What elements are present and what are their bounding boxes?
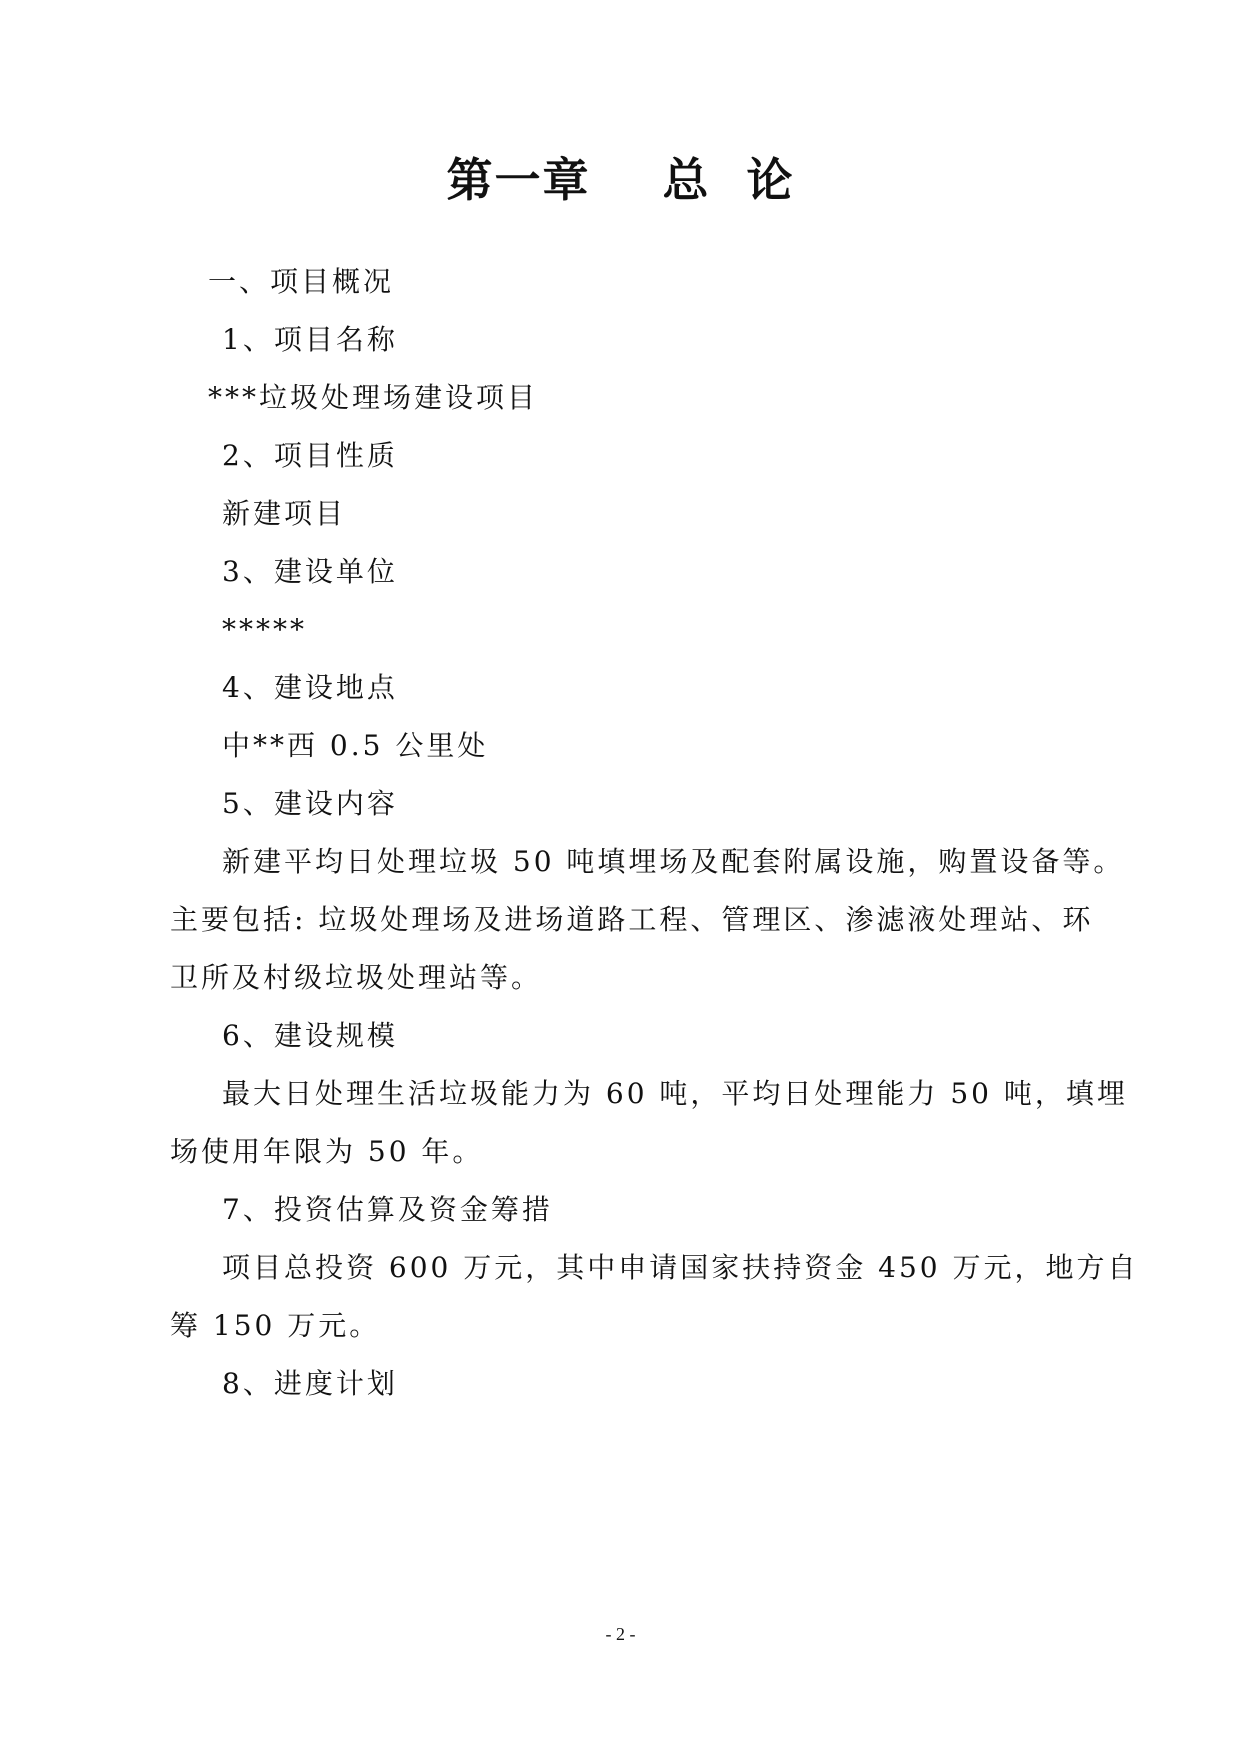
chapter-title: 第一章 总 论: [446, 153, 795, 207]
item-heading-schedule: 8、进度计划: [222, 1367, 398, 1400]
project-nature-value: 新建项目: [222, 497, 347, 530]
investment-paragraph-line-1: 项目总投资 600 万元，其中申请国家扶持资金 450 万元，地方自: [222, 1251, 1139, 1284]
section-heading-overview: 一、项目概况: [208, 265, 395, 298]
project-name-value: ***垃圾处理场建设项目: [208, 381, 539, 414]
item-heading-construction-content: 5、建设内容: [222, 787, 398, 820]
construction-content-paragraph-line-2: 主要包括: 垃圾处理场及进场道路工程、管理区、渗滤液处理站、环: [170, 903, 1094, 936]
item-heading-construction-unit: 3、建设单位: [222, 555, 398, 588]
construction-scale-paragraph-line-1: 最大日处理生活垃圾能力为 60 吨，平均日处理能力 50 吨，填埋: [222, 1077, 1128, 1110]
page-number: - 2 -: [605, 1624, 636, 1644]
construction-content-paragraph-line-1: 新建平均日处理垃圾 50 吨填埋场及配套附属设施，购置设备等。: [222, 845, 1125, 878]
item-heading-construction-scale: 6、建设规模: [222, 1019, 398, 1052]
investment-paragraph-line-2: 筹 150 万元。: [170, 1309, 381, 1342]
construction-scale-paragraph-line-2: 场使用年限为 50 年。: [170, 1135, 484, 1168]
item-heading-project-name: 1、项目名称: [222, 323, 398, 356]
item-heading-construction-site: 4、建设地点: [222, 671, 398, 704]
construction-content-paragraph-line-3: 卫所及村级垃圾处理站等。: [170, 961, 543, 994]
construction-unit-value: *****: [222, 613, 307, 646]
item-heading-investment: 7、投资估算及资金筹措: [222, 1193, 553, 1226]
item-heading-project-nature: 2、项目性质: [222, 439, 398, 472]
construction-site-value: 中**西 0.5 公里处: [222, 729, 489, 762]
